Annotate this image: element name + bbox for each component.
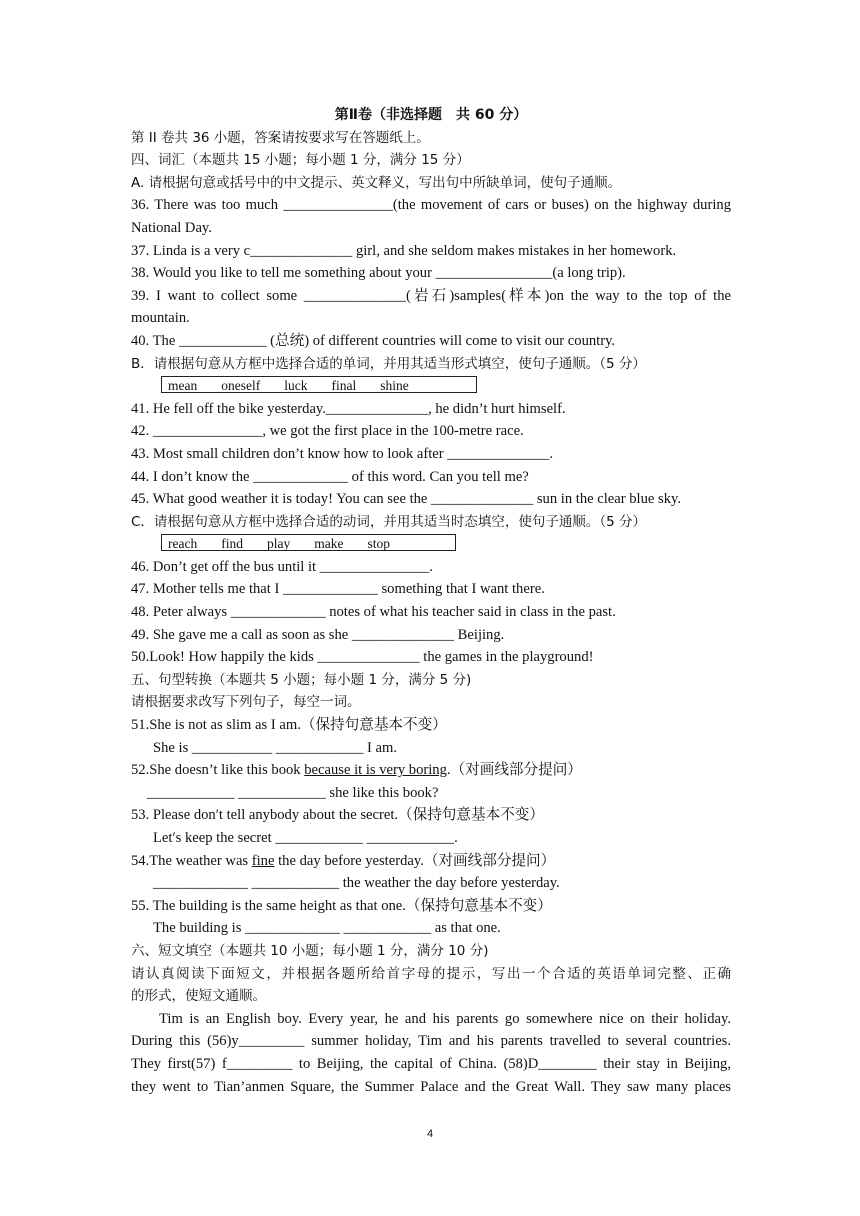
section5-heading: 五、句型转换（本题共 5 小题；每小题 1 分，满分 5 分) (131, 671, 472, 688)
question-54 (131, 850, 731, 873)
section6-instruction-cont: 的形式，使短文通顺。 (131, 988, 266, 1005)
word-box-b (161, 376, 477, 393)
passage-line: They first(57) f_________ to Beijing, the capital of China. (58)D________ their stay in Beijing, (131, 1055, 731, 1072)
word-box-item: play (266, 536, 291, 552)
word-box-b-row (131, 375, 731, 398)
word-box-item: make (314, 536, 344, 552)
question-39-cont: mountain. (131, 310, 190, 327)
word-box-item: final (331, 378, 357, 394)
intro-text: 第 II 卷共 36 小题，答案请按要求写在答题纸上。 (131, 129, 430, 146)
question-53-answer: Let′s keep the secret ____________ ____________. (153, 830, 458, 846)
question-55-answer: The building is _____________ ____________ as that one. (153, 920, 501, 937)
word-box-c-row (131, 533, 731, 556)
question-47: 47. Mother tells me that I _____________ something that I want there. (131, 581, 545, 598)
question-36-cont: National Day. (131, 219, 212, 236)
question-37: 37. Linda is a very c______________ girl, and she seldom makes mistakes in her homework. (131, 242, 677, 259)
partC-instruction: C．请根据句意从方框中选择合适的动词，并用其适当时态填空，使句子通顺。（5 分） (131, 513, 647, 530)
word-box-item: oneself (221, 378, 261, 394)
passage-line: Tim is an English boy. Every year, he and his parents go somewhere nice on their holiday. (159, 1010, 731, 1027)
question-55: 55. The building is the same height as that one.（保持句意基本不变） (131, 897, 552, 914)
question-53: 53. Please don′t tell anybody about the secret.（保持句意基本不变） (131, 807, 544, 824)
section4-heading: 四、词汇（本题共 15 小题；每小题 1 分，满分 15 分） (131, 152, 470, 169)
question-52 (131, 759, 731, 782)
question-54-note: the day before yesterday.（对画线部分提问） (274, 852, 556, 869)
word-box-item: mean (168, 378, 198, 394)
section-title: 第Ⅱ卷（非选择题 共 60 分） (334, 107, 528, 123)
question-41: 41. He fell off the bike yesterday.______________, he didn’t hurt himself. (131, 400, 566, 417)
section6-instruction: 请认真阅读下面短文，并根据各题所给首字母的提示，写出一个合适的英语单词完整、正确 (131, 965, 731, 982)
question-43: 43. Most small children don’t know how to look after ______________. (131, 445, 554, 462)
question-45: 45. What good weather it is today! You can see the ______________ sun in the clear blue sky. (131, 491, 682, 508)
question-48: 48. Peter always _____________ notes of what his teacher said in class in the past. (131, 604, 616, 621)
question-42: 42. _______________, we got the first place in the 100-metre race. (131, 423, 524, 440)
underlined-part: because it is very boring (304, 762, 447, 779)
question-49: 49. She gave me a call as soon as she ______________ Beijing. (131, 626, 505, 643)
question-50: 50.Look! How happily the kids ______________ the games in the playground! (131, 649, 594, 666)
question-38: 38. Would you like to tell me something about your ________________(a long trip). (131, 265, 626, 282)
word-box-item: find (221, 536, 243, 552)
question-52-text: 52.She doesn’t like this book (131, 762, 305, 779)
question-39: 39. I want to collect some ______________(岩石)samples(样本)on the way to the top of the (131, 287, 731, 304)
question-54-text: 54.The weather was (131, 852, 252, 869)
question-40: 40. The ____________ (总统) of different countries will come to visit our country. (131, 332, 616, 349)
question-51: 51.She is not as slim as I am.（保持句意基本不变） (131, 717, 447, 734)
word-box-c (161, 534, 456, 551)
word-box-item: shine (380, 378, 409, 394)
question-52-answer: ____________ ____________ she like this book? (147, 784, 439, 801)
exam-page (131, 104, 731, 1098)
question-54-answer: _____________ ____________ the weather the day before yesterday. (153, 875, 560, 892)
question-52-note: .（对画线部分提问） (446, 762, 582, 779)
question-36: 36. There was too much _______________(the movement of cars or buses) on the highway during (131, 197, 731, 214)
question-46: 46. Don’t get off the bus until it _______________. (131, 558, 433, 575)
question-44: 44. I don’t know the _____________ of this word. Can you tell me? (131, 468, 529, 485)
word-box-item: luck (284, 378, 308, 394)
section6-heading: 六、短文填空（本题共 10 小题；每小题 1 分，满分 10 分) (131, 942, 489, 959)
passage-line: During this (56)y_________ summer holiday, Tim and his parents travelled to several countries. (131, 1033, 731, 1050)
underlined-part: fine (251, 852, 275, 869)
partB-instruction: B．请根据句意从方框中选择合适的单词，并用其适当形式填空，使句子通顺。（5 分） (131, 355, 646, 372)
section5-instruction: 请根据要求改写下列句子，每空一词。 (131, 694, 361, 711)
word-box-item: stop (367, 536, 390, 552)
partA-instruction: A. 请根据句意或括号中的中文提示、英文释义，写出句中所缺单词，使句子通顺。 (131, 174, 622, 191)
question-51-answer: She is ___________ ____________ I am. (153, 739, 398, 756)
page-number: 4 (426, 1128, 434, 1140)
word-box-item: reach (168, 536, 198, 552)
passage-line: they went to Tian’anmen Square, the Summer Palace and the Great Wall. They saw many places (131, 1078, 731, 1095)
